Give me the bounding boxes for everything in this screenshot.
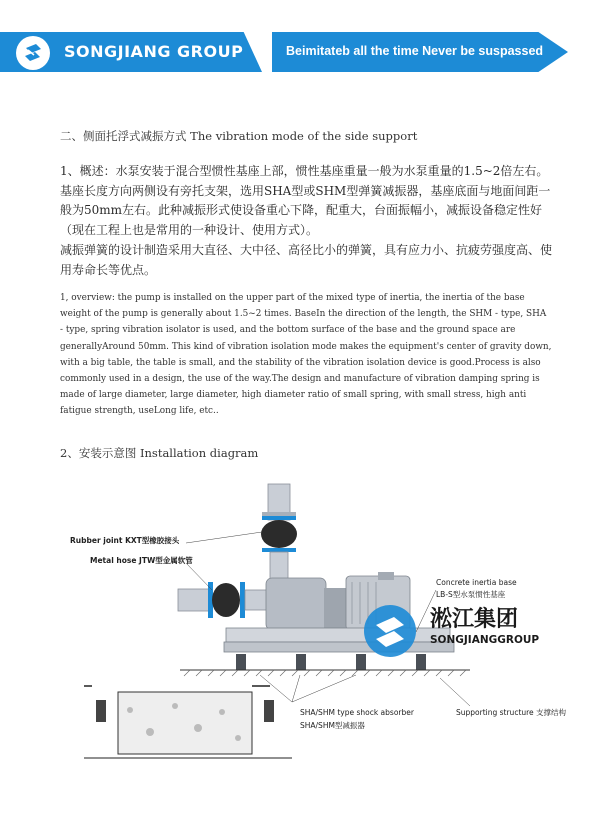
label-rubber-joint: Rubber joint KXT型橡胶接头 — [70, 536, 180, 545]
inertia-base-top — [226, 628, 450, 642]
company-logo — [16, 36, 50, 70]
rubber-joint-horizontal — [212, 583, 240, 617]
overview-paragraph-cn: 1、概述：水泵安装于混合型惯性基座上部，惯性基座重量一般为水泵重量的1.5~2倍左右。基座长度方向两侧设有旁托支架，选用SHA型或SHM型弹簧减振器，基座底面与地面间距一般为50mm左右。此种减振形式使设备重心下降，配重大，台面振幅小，减振设备稳定性好（现在工程上也是常用的一种设计、使用方式）。 — [60, 164, 551, 237]
pump-body — [266, 578, 326, 630]
section-title-installation: 2、安装示意图 Installation diagram — [60, 446, 259, 460]
spring-isolators — [236, 654, 426, 670]
label-concrete-base-en: Concrete inertia base — [436, 578, 517, 587]
label-shock-absorber-cn: SHA/SHM型减振器 — [300, 721, 365, 730]
pump-inlet-pipe — [245, 590, 269, 610]
motor-terminal-box — [378, 572, 394, 580]
flange-blue-top — [262, 516, 296, 520]
ground-hatch — [184, 670, 466, 676]
label-supporting-structure: Supporting structure 支撑结构 — [456, 708, 567, 717]
pump-coupling — [324, 588, 348, 628]
logo-s-icon — [16, 36, 50, 70]
detail-spring-right — [264, 700, 274, 722]
overview-paragraph-en: 1, overview: the pump is installed on the upper part of the mixed type of inertia, the inertia of the base weight of the pump is generally about 1.5~2 times. BaseIn the direction of the length, the SHM - type, SHA - type, spring vibration isolator is used, and the bottom surface of the base and the ground space are generallyAround 50mm. This kind of vibration isolation mode makes the equipment's center of gravity down, with a big table, the table is small, and the stability of the vibration isolation device is good.Process is also commonly used in a design, the use of the way.The design and manufacture of vibration damping spring is made of large diameter, large diameter, high diameter ratio of small spring, with small stress, high anti fatigue strength, useLong life, etc.. — [60, 293, 552, 417]
slogan: Beimitateb all the time Never be suspassed — [286, 44, 544, 58]
pump-outlet-pipe — [270, 552, 288, 582]
label-metal-hose: Metal hose JTW型金属软管 — [90, 556, 193, 565]
flange-blue-bottom — [262, 548, 296, 552]
brand-name: SONGJIANG GROUP — [64, 42, 244, 61]
concrete-block-section — [118, 692, 252, 754]
inertia-base-bottom — [224, 642, 454, 652]
section-title-side-support: 二、侧面托浮式减振方式 The vibration mode of the side support — [60, 129, 418, 143]
watermark-text-en: SONGJIANGGROUP — [430, 634, 540, 646]
watermark-logo — [364, 605, 416, 657]
label-concrete-base-cn: LB-S型水泵惯性基座 — [436, 590, 506, 599]
horizontal-pipe — [178, 589, 210, 611]
label-shock-absorber-en: SHA/SHM type shock absorber — [300, 708, 414, 717]
spring-paragraph-cn: 减振弹簧的设计制造采用大直径、大中径、高径比小的弹簧，具有应力小、抗疲劳强度高、使用寿命长等优点。 — [60, 243, 553, 277]
flange-blue-right — [240, 582, 245, 618]
detail-spring-left — [96, 700, 106, 722]
watermark-text-cn: 淞江集团 — [430, 607, 519, 632]
rubber-joint-vertical — [261, 520, 297, 548]
